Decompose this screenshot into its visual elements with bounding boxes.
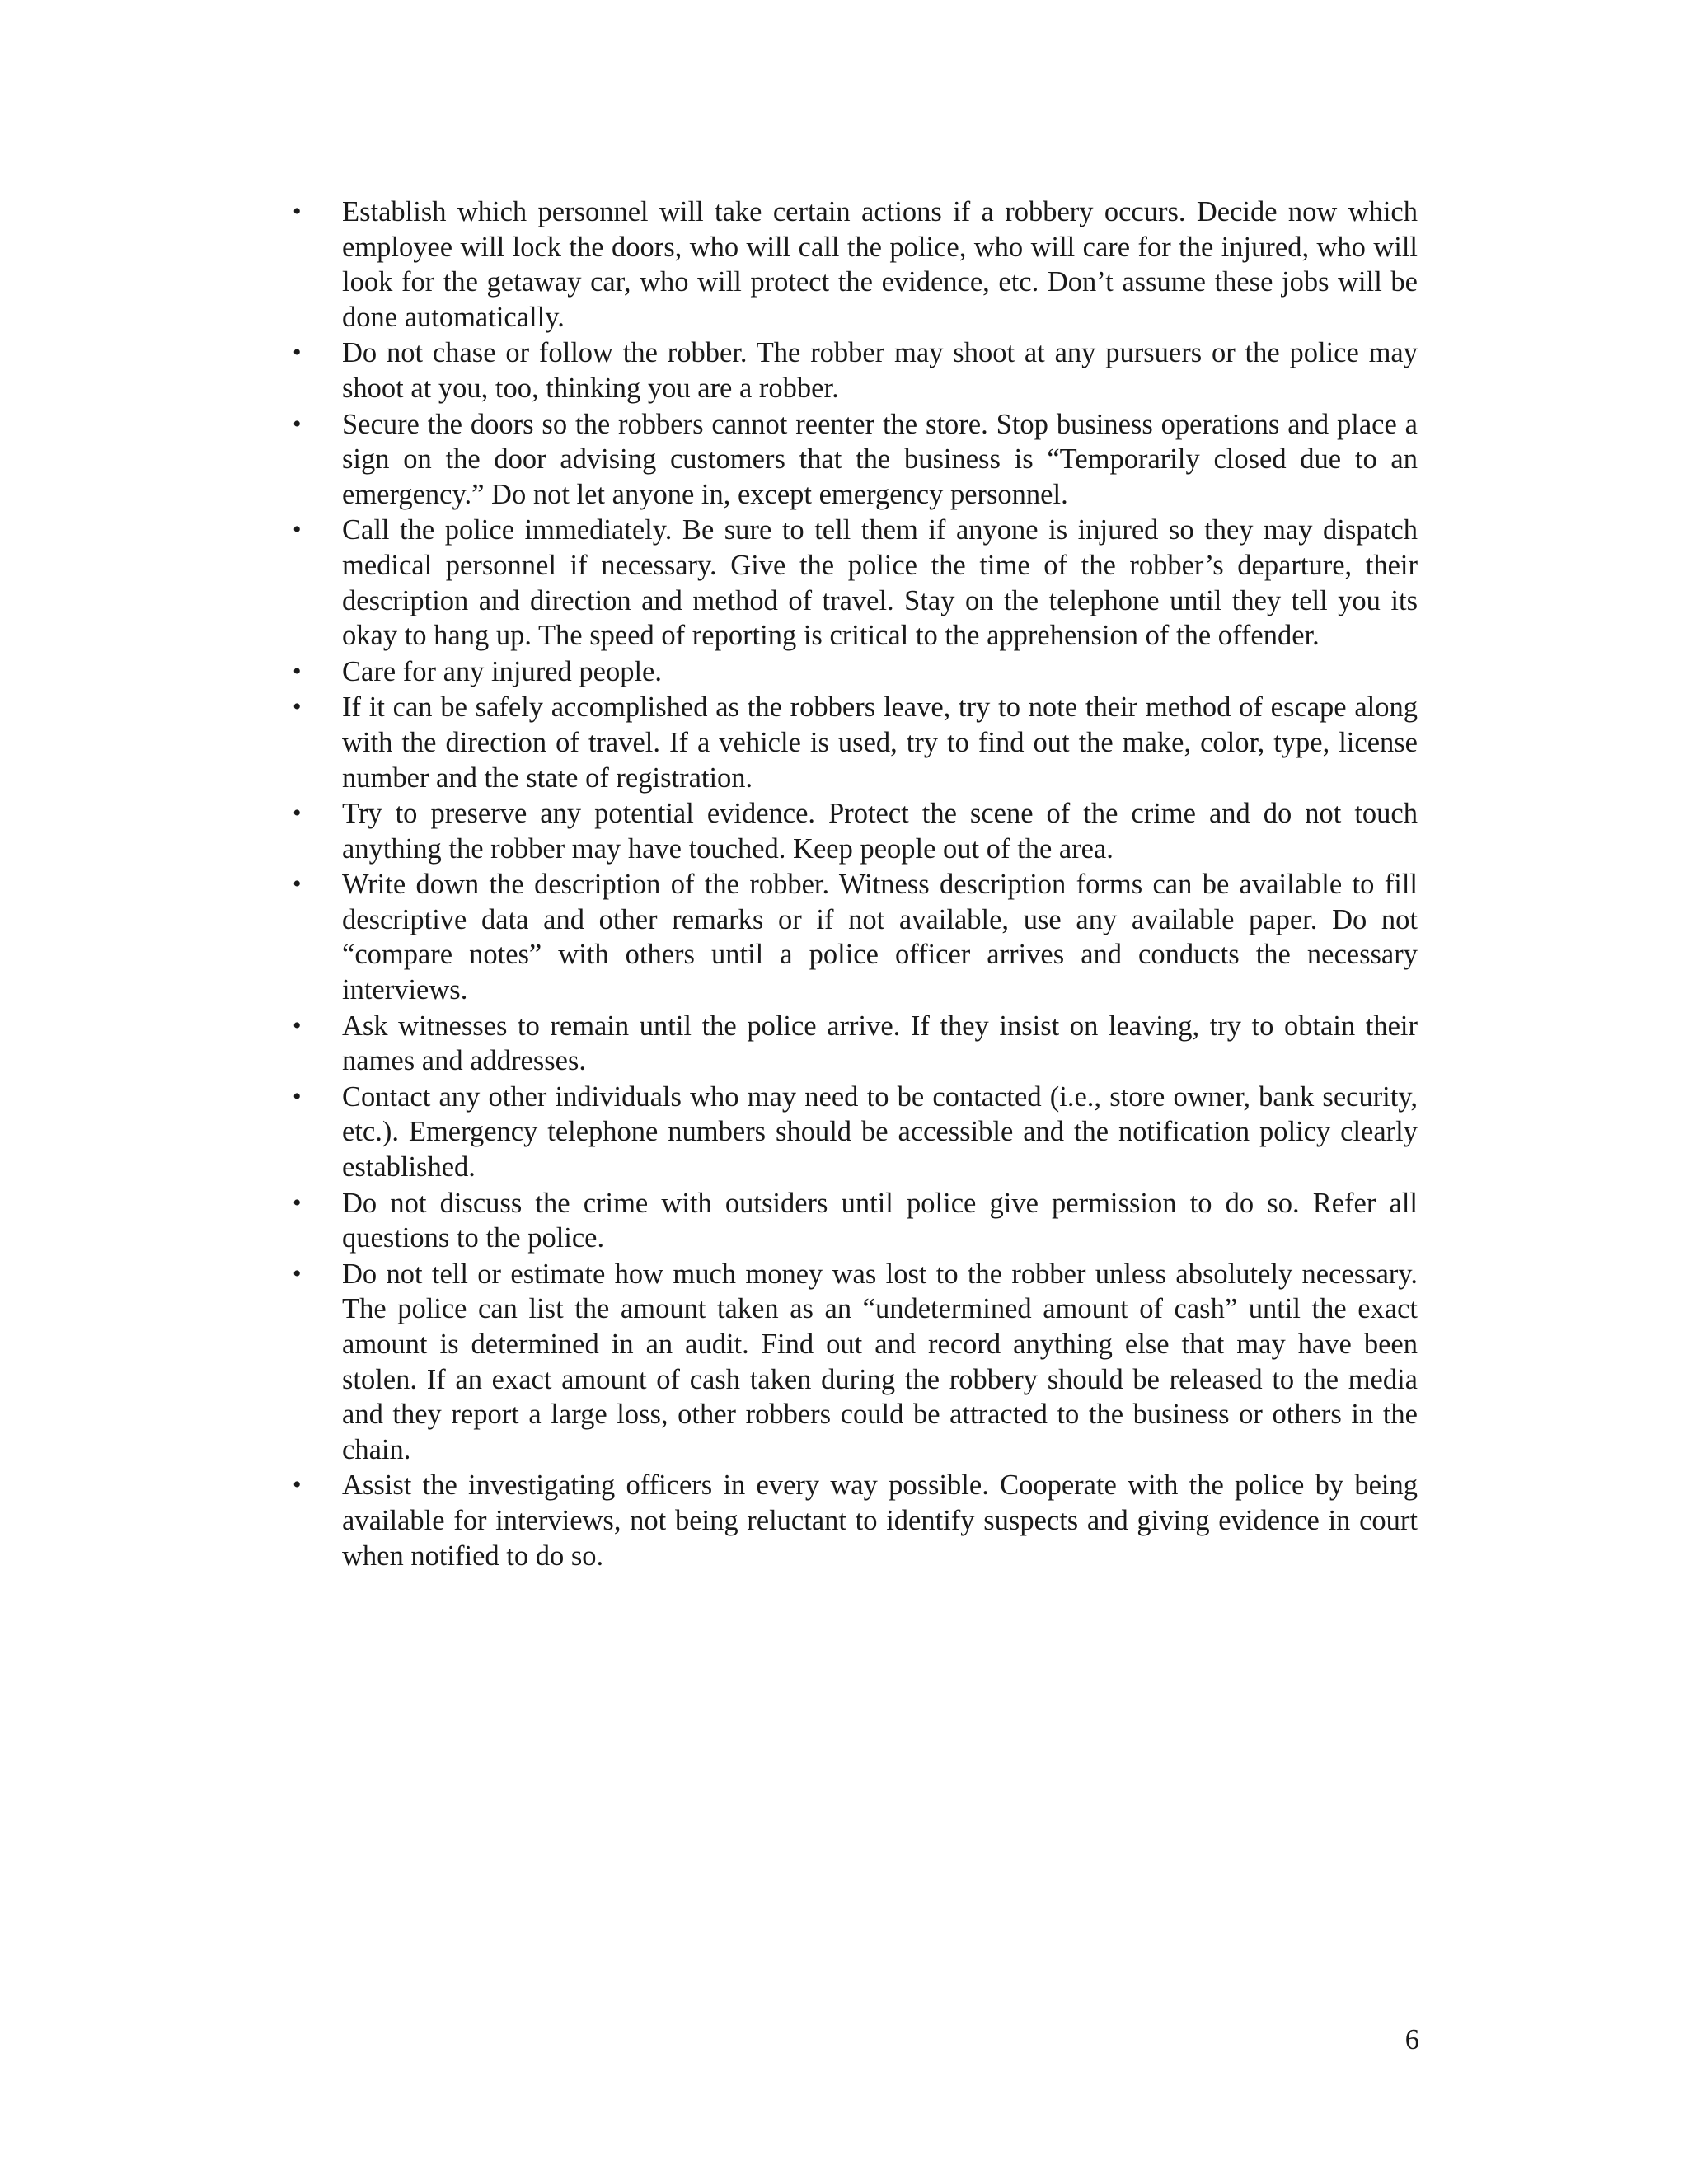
list-item-text: Contact any other individuals who may need to be contacted (i.e., store owner, bank security, etc.). Emergency telephone numbers should be accessible and the notification policy clearly established. <box>342 1080 1418 1183</box>
list-item <box>293 690 1418 795</box>
list-item-text: Secure the doors so the robbers cannot reenter the store. Stop business operations and place a sign on the door advising customers that the business is “Temporarily closed due to an emergency.” Do not let anyone in, except emergency personnel. <box>342 408 1418 510</box>
list-item-text: Assist the investigating officers in every way possible. Cooperate with the police by being available for interviews, not being reluctant to identify suspects and giving evidence in court when notified to do so. <box>342 1469 1418 1572</box>
bullet-icon: • <box>293 870 302 898</box>
list-item <box>293 867 1418 1007</box>
bullet-icon: • <box>293 1471 302 1499</box>
list-item-text: Call the police immediately. Be sure to tell them if anyone is injured so they may dispatch medical personnel if necessary. Give the police the time of the robber’s departure, their description and direction and method of travel. Stay on the telephone until they tell you its okay to hang up. The speed of reporting is critical to the apprehension of the offender. <box>342 514 1418 652</box>
bullet-icon: • <box>293 693 302 721</box>
list-item-text: Try to preserve any potential evidence. Protect the scene of the crime and do not touch anything the robber may have touched. Keep people out of the area. <box>342 798 1418 865</box>
list-item-text: If it can be safely accomplished as the robbers leave, try to note their method of escape along with the direction of travel. If a vehicle is used, try to find out the make, color, type, license number and the state of registration. <box>342 691 1418 794</box>
list-item-text: Do not tell or estimate how much money was lost to the robber unless absolutely necessary. The police can list the amount taken as an “undetermined amount of cash” until the exact amount is determined in an audit. Find out and record anything else that may have been stolen. If an exact amount of cash taken during the robbery should be released to the media and they report a large loss, other robbers could be attracted to the business or others in the chain. <box>342 1258 1418 1465</box>
list-item <box>293 654 1418 690</box>
page-number: 6 <box>1404 2024 1419 2055</box>
bullet-icon: • <box>293 657 302 685</box>
list-item <box>293 194 1418 335</box>
bullet-icon: • <box>293 198 302 225</box>
list-item <box>293 1468 1418 1573</box>
list-item <box>293 1186 1418 1256</box>
list-item <box>293 335 1418 405</box>
list-item <box>293 1257 1418 1468</box>
bullet-icon: • <box>293 410 302 438</box>
list-item-text: Write down the description of the robber. Witness description forms can be available to fill descriptive data and other remarks or if not available, use any available paper. Do not “compare notes” with others until a police officer arrives and conducts the necessary interviews. <box>342 869 1418 1006</box>
list-item <box>293 407 1418 513</box>
bullet-icon: • <box>293 1082 302 1110</box>
list-item <box>293 513 1418 653</box>
list-item <box>293 1080 1418 1185</box>
list-item-text: Do not chase or follow the robber. The robber may shoot at any pursuers or the police may shoot at you, too, thinking you are a robber. <box>342 337 1418 404</box>
robbery-response-bullet-list <box>293 194 1418 1574</box>
bullet-icon: • <box>293 1188 302 1216</box>
list-item-text: Ask witnesses to remain until the police arrive. If they insist on leaving, try to obtain their names and addresses. <box>342 1010 1418 1077</box>
bullet-icon: • <box>293 799 302 827</box>
bullet-icon: • <box>293 1011 302 1039</box>
bullet-icon: • <box>293 1259 302 1287</box>
list-item-text: Do not discuss the crime with outsiders until police give permission to do so. Refer all questions to the police. <box>342 1187 1418 1254</box>
list-item <box>293 1009 1418 1079</box>
list-item <box>293 796 1418 866</box>
list-item-text: Care for any injured people. <box>342 655 662 687</box>
bullet-icon: • <box>293 516 302 544</box>
bullet-icon: • <box>293 339 302 367</box>
list-item-text: Establish which personnel will take certain actions if a robbery occurs. Decide now which employee will lock the doors, who will call the police, who will care for the injured, who will look for the getaway car, who will protect the evidence, etc. Don’t assume these jobs will be done automatically. <box>342 196 1418 333</box>
